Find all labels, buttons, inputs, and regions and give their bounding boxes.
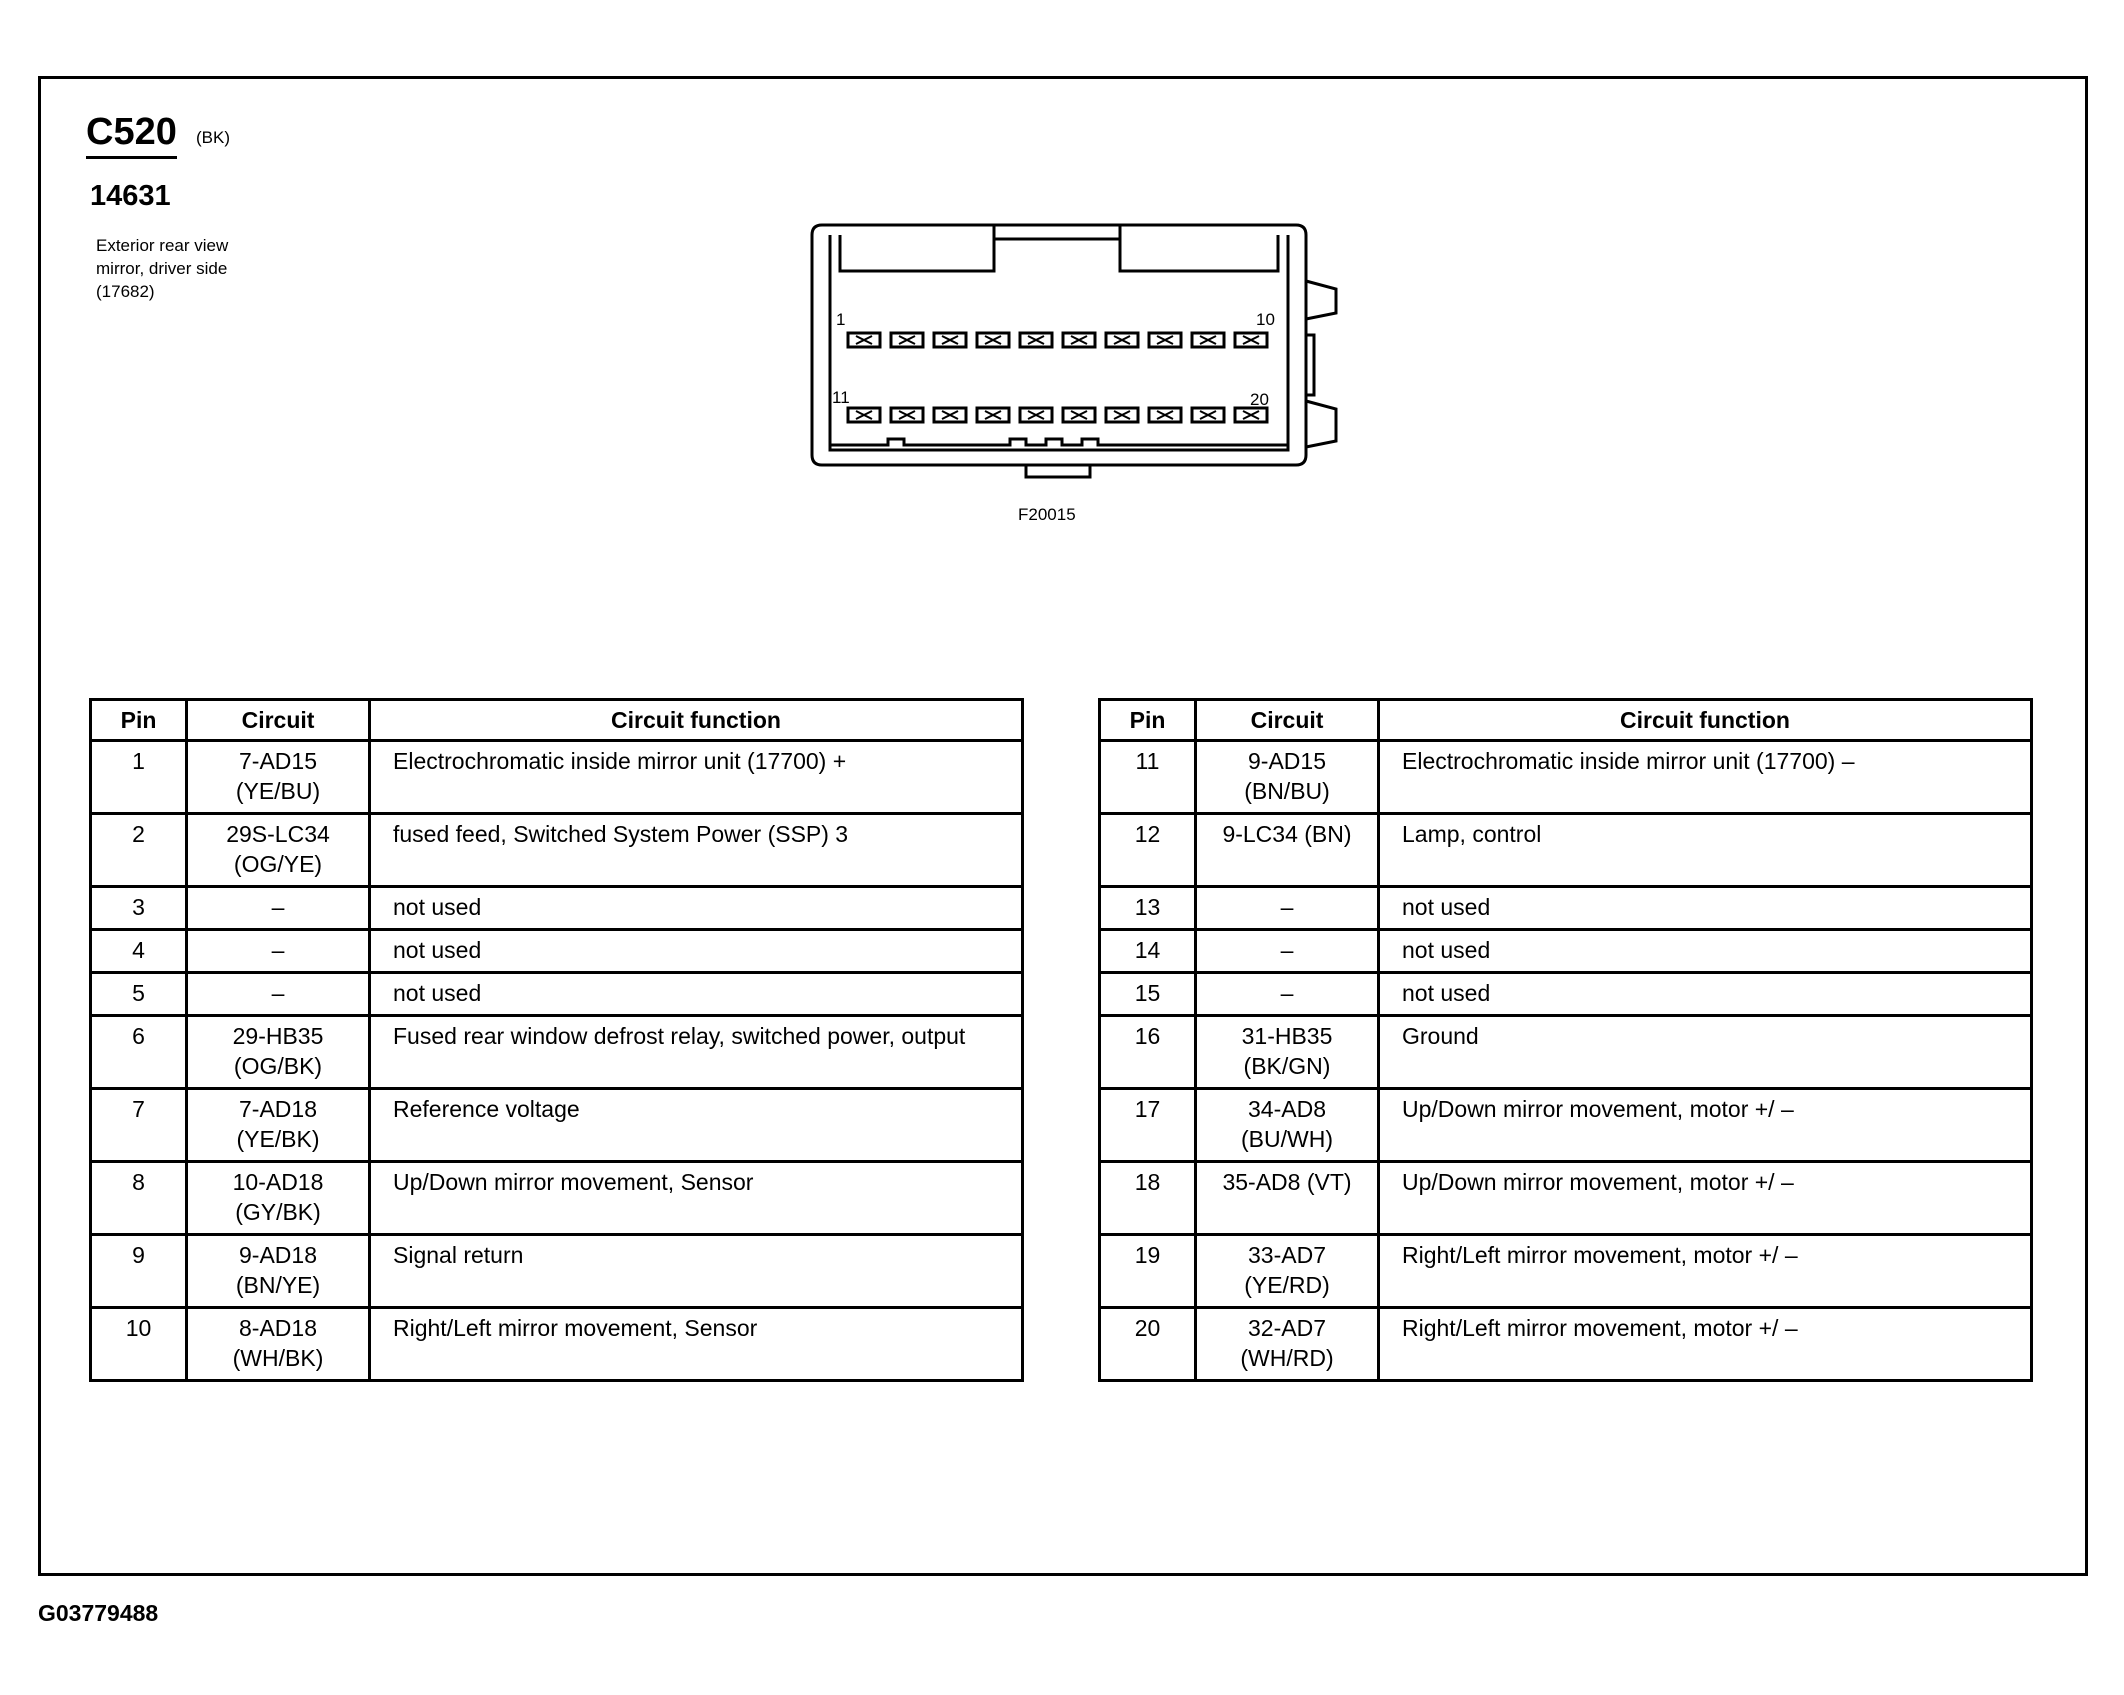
circuit-cell xyxy=(187,1089,370,1162)
table-row xyxy=(91,741,1023,814)
circuit-cell xyxy=(1196,930,1379,973)
pin-number: 6 xyxy=(91,1016,187,1089)
circuit-cell xyxy=(187,1016,370,1089)
circuit-function: Fused rear window defrost relay, switched power, output xyxy=(370,1016,1023,1089)
connector-latch xyxy=(840,225,1278,271)
pin-cavity-6 xyxy=(1063,333,1095,347)
connector-housing xyxy=(812,225,1306,465)
circuit-cell xyxy=(187,1308,370,1381)
description-line: (17682) xyxy=(96,282,155,301)
pin-cavity-19 xyxy=(1192,408,1224,422)
circuit-cell xyxy=(1196,973,1379,1016)
table-row xyxy=(1100,1089,2032,1162)
table-row xyxy=(1100,930,2032,973)
circuit-function: Lamp, control xyxy=(1379,814,2032,887)
pin-label-1: 1 xyxy=(836,310,846,329)
circuit-cell xyxy=(1196,1089,1379,1162)
connector-side-tab xyxy=(1306,281,1336,319)
pin-cavity-4 xyxy=(977,333,1009,347)
circuit-function: Right/Left mirror movement, Sensor xyxy=(370,1308,1023,1381)
pin-cavity-12 xyxy=(891,408,923,422)
pin-number: 15 xyxy=(1100,973,1196,1016)
pin-number: 11 xyxy=(1100,741,1196,814)
pin-label-11: 11 xyxy=(832,388,850,407)
header-circuit: Circuit xyxy=(187,700,370,741)
circuit-cell xyxy=(1196,814,1379,887)
circuit-function: Up/Down mirror movement, Sensor xyxy=(370,1162,1023,1235)
component-description xyxy=(96,234,316,303)
wire-color: (BK/GN) xyxy=(1243,1053,1331,1079)
pin-number: 18 xyxy=(1100,1162,1196,1235)
wire-color: (OG/YE) xyxy=(233,851,323,877)
pin-cavity-5 xyxy=(1020,333,1052,347)
circuit-cell xyxy=(1196,1162,1379,1235)
wire-color: (BN/BU) xyxy=(1244,778,1330,804)
pin-number: 4 xyxy=(91,930,187,973)
circuit-cell xyxy=(187,741,370,814)
pin-number: 17 xyxy=(1100,1089,1196,1162)
pin-number: 14 xyxy=(1100,930,1196,973)
circuit-id: – xyxy=(1280,980,1294,1006)
pin-cavity-18 xyxy=(1149,408,1181,422)
pin-cavity-3 xyxy=(934,333,966,347)
figure-code: F20015 xyxy=(1018,505,1076,524)
table-row xyxy=(1100,887,2032,930)
circuit-id: – xyxy=(1280,937,1294,963)
connector-bottom-tab xyxy=(1026,465,1090,477)
table-row xyxy=(1100,1235,2032,1308)
header-circuit: Circuit xyxy=(1196,700,1379,741)
circuit-id: 32-AD7 xyxy=(1248,1315,1326,1341)
connector-side-tab xyxy=(1306,401,1336,447)
circuit-function: Ground xyxy=(1379,1016,2032,1089)
pin-number: 19 xyxy=(1100,1235,1196,1308)
circuit-function: Up/Down mirror movement, motor +/ – xyxy=(1379,1162,2032,1235)
connector-id: C520 xyxy=(86,112,177,159)
circuit-function: Reference voltage xyxy=(370,1089,1023,1162)
pin-number: 9 xyxy=(91,1235,187,1308)
pin-cavity-9 xyxy=(1192,333,1224,347)
pin-cavities xyxy=(848,333,1267,422)
header-function: Circuit function xyxy=(370,700,1023,741)
circuit-function: Up/Down mirror movement, motor +/ – xyxy=(1379,1089,2032,1162)
document-code: G03779488 xyxy=(38,1600,159,1626)
table-row xyxy=(1100,973,2032,1016)
circuit-id: 29S-LC34 xyxy=(226,821,330,847)
table-row xyxy=(91,1308,1023,1381)
circuit-cell xyxy=(1196,741,1379,814)
circuit-function: not used xyxy=(1379,930,2032,973)
circuit-function: Signal return xyxy=(370,1235,1023,1308)
circuit-id: – xyxy=(1280,894,1294,920)
pin-cavity-13 xyxy=(934,408,966,422)
pin-cavity-17 xyxy=(1106,408,1138,422)
circuit-cell xyxy=(1196,1235,1379,1308)
circuit-id: – xyxy=(271,894,285,920)
part-number: 14631 xyxy=(90,180,171,212)
wire-color: (YE/RD) xyxy=(1244,1272,1330,1298)
circuit-function: not used xyxy=(1379,973,2032,1016)
table-row xyxy=(91,814,1023,887)
circuit-cell xyxy=(187,814,370,887)
circuit-id: 9-LC34 (BN) xyxy=(1222,821,1352,847)
table-row xyxy=(91,1089,1023,1162)
circuit-function: not used xyxy=(370,930,1023,973)
circuit-cell xyxy=(187,1162,370,1235)
circuit-id: 34-AD8 xyxy=(1248,1096,1326,1122)
description-line: Exterior rear view xyxy=(96,236,229,255)
table-row xyxy=(91,1162,1023,1235)
table-row xyxy=(1100,1308,2032,1381)
circuit-id: 7-AD18 xyxy=(239,1096,317,1122)
circuit-function: not used xyxy=(370,973,1023,1016)
circuit-cell xyxy=(1196,1016,1379,1089)
wire-color: (WH/RD) xyxy=(1240,1345,1334,1371)
description-line: mirror, driver side xyxy=(96,259,228,278)
circuit-cell xyxy=(187,930,370,973)
wire-color: (WH/BK) xyxy=(232,1345,324,1371)
wire-color: (BN/YE) xyxy=(235,1272,321,1298)
circuit-function: not used xyxy=(370,887,1023,930)
pin-cavity-2 xyxy=(891,333,923,347)
pin-number: 7 xyxy=(91,1089,187,1162)
circuit-id: – xyxy=(271,980,285,1006)
pin-cavity-15 xyxy=(1020,408,1052,422)
circuit-id: – xyxy=(271,937,285,963)
pin-cavity-7 xyxy=(1106,333,1138,347)
pin-number: 2 xyxy=(91,814,187,887)
pin-number: 8 xyxy=(91,1162,187,1235)
table-row xyxy=(1100,1016,2032,1089)
circuit-function: Right/Left mirror movement, motor +/ – xyxy=(1379,1308,2032,1381)
connector-keyway xyxy=(830,439,1288,450)
pin-cavity-16 xyxy=(1063,408,1095,422)
circuit-id: 7-AD15 xyxy=(239,748,317,774)
pin-number: 20 xyxy=(1100,1308,1196,1381)
circuit-cell xyxy=(187,1235,370,1308)
table-row xyxy=(1100,1162,2032,1235)
wire-color: (GY/BK) xyxy=(235,1199,321,1225)
circuit-id: 8-AD18 xyxy=(239,1315,317,1341)
pin-number: 16 xyxy=(1100,1016,1196,1089)
pin-cavity-1 xyxy=(848,333,880,347)
header-pin: Pin xyxy=(91,700,187,741)
pin-cavity-10 xyxy=(1235,333,1267,347)
circuit-id: 35-AD8 (VT) xyxy=(1222,1169,1352,1195)
wire-color: (YE/BK) xyxy=(236,1126,320,1152)
circuit-id: 31-HB35 xyxy=(1241,1023,1333,1049)
table-row xyxy=(91,973,1023,1016)
pin-table-right-body xyxy=(1100,741,2032,1381)
header-function: Circuit function xyxy=(1379,700,2032,741)
circuit-cell xyxy=(1196,1308,1379,1381)
pin-cavity-11 xyxy=(848,408,880,422)
pin-number: 1 xyxy=(91,741,187,814)
circuit-id: 9-AD15 xyxy=(1248,748,1326,774)
pin-cavity-8 xyxy=(1149,333,1181,347)
circuit-function: Electrochromatic inside mirror unit (17700) + xyxy=(370,741,1023,814)
table-row xyxy=(91,1016,1023,1089)
circuit-function: Electrochromatic inside mirror unit (17700) – xyxy=(1379,741,2032,814)
table-row xyxy=(1100,814,2032,887)
circuit-cell xyxy=(187,973,370,1016)
circuit-cell xyxy=(1196,887,1379,930)
pin-number: 12 xyxy=(1100,814,1196,887)
pin-table-left xyxy=(89,698,1024,1382)
pin-label-10: 10 xyxy=(1256,310,1275,329)
pin-label-20: 20 xyxy=(1250,390,1269,409)
pin-number: 13 xyxy=(1100,887,1196,930)
pin-number: 10 xyxy=(91,1308,187,1381)
circuit-id: 9-AD18 xyxy=(239,1242,317,1268)
table-row xyxy=(91,930,1023,973)
table-row xyxy=(91,1235,1023,1308)
wire-color: (BU/WH) xyxy=(1241,1126,1333,1152)
pin-cavity-20 xyxy=(1235,408,1267,422)
pin-table-left-body xyxy=(91,741,1023,1381)
pin-cavity-14 xyxy=(977,408,1009,422)
connector-face-diagram xyxy=(800,215,1360,485)
wire-color: (OG/BK) xyxy=(233,1053,323,1079)
header-pin: Pin xyxy=(1100,700,1196,741)
circuit-id: 33-AD7 xyxy=(1248,1242,1326,1268)
pin-table-right xyxy=(1098,698,2033,1382)
circuit-function: not used xyxy=(1379,887,2032,930)
circuit-id: 10-AD18 xyxy=(232,1169,324,1195)
circuit-function: Right/Left mirror movement, motor +/ – xyxy=(1379,1235,2032,1308)
table-row xyxy=(91,887,1023,930)
pin-number: 5 xyxy=(91,973,187,1016)
connector-color: (BK) xyxy=(196,128,230,147)
wire-color: (YE/BU) xyxy=(235,778,321,804)
pin-number: 3 xyxy=(91,887,187,930)
circuit-cell xyxy=(187,887,370,930)
circuit-id: 29-HB35 xyxy=(232,1023,324,1049)
circuit-function: fused feed, Switched System Power (SSP) 3 xyxy=(370,814,1023,887)
table-row xyxy=(1100,741,2032,814)
